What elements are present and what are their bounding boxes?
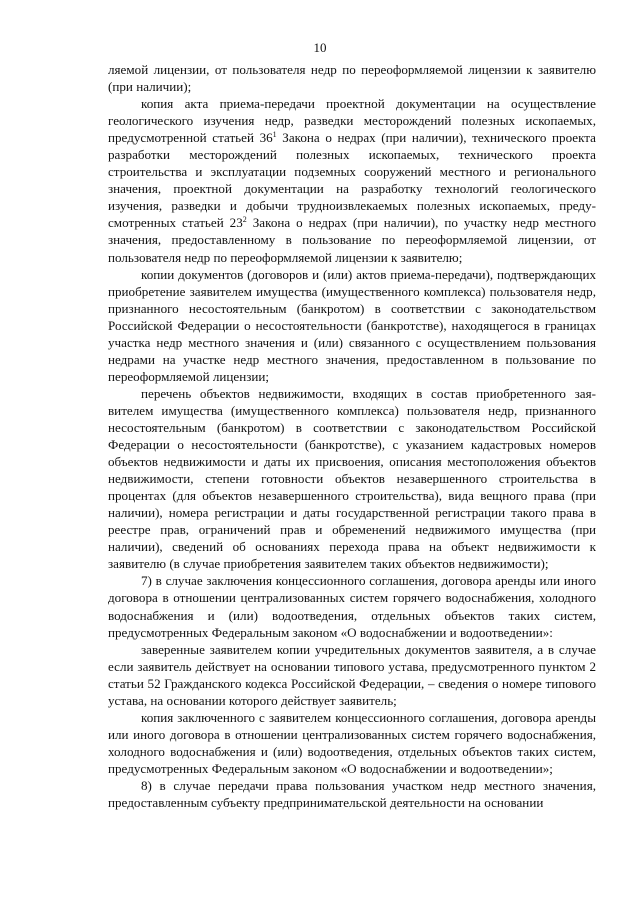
paragraph-text: Закона о недрах (при наличии), по участку недр местного значения, предоставленному в пользование по переоформляемой лицензии, от пользователя недр по переоформляемой лицензии к заявителю; (108, 215, 597, 265)
paragraph-text: 8) в случае передачи права пользования участком недр местного значения, предоставленным субъекту предпринимательской деятельности на основании (108, 777, 596, 811)
superscript: 1 (272, 130, 277, 140)
paragraph-p1 (108, 95, 596, 265)
paragraph-text: 7) в случае заключения концессионного соглашения, договора аренды или иного договора в отношении централизованных систем горячего водоснабжения, холодного водоснабжения и (или) водоотведения, отдельных объектов таких систем, предусмотренных Федеральным законом «О водоснабжении и водоотведении»: (108, 573, 596, 640)
document-body (108, 61, 596, 811)
paragraph-text: копия заключенного с заявителем концессионного соглашения, договора аренды или иного договора в отношении централизованных систем горячего водоснабжения, холодного водоснабжения и (или) водоотведения, отдельных объектов таких систем, предусмотренных Федеральным законом «О водоснабжении и водоотведении»; (108, 709, 596, 776)
paragraph-p7 (108, 777, 596, 811)
page-number: 10 (313, 40, 327, 55)
paragraph-text: перечень объектов недвижимости, входящих в состав приобретенного заявителем имущества (имущественного комплекса) пользователя недр, признанного несостоятельным (банкротом) в соответствии с законодательством Российской Федерации о несостоятельности (банкротстве), с указанием кадастровых номеров объектов недвижимости и даты их присвоения, описания местоположения объектов недвижимости, степени готовности объектов незавершенного строительства в процентах (для объектов незавершенного строительства), вида вещного права (при наличии), номера регистрации и даты государственной регистрации такого права в реестре прав, ограничений прав и обременений недвижимого имущества (при наличии), сведений об основаниях перехода права на объект недвижимости к заявителю (в случае приобретения заявителем таких объектов недвижимости); (108, 385, 596, 572)
paragraph-text: заверенные заявителем копии учредительных документов заявителя, а в случае если заявитель действует на основании типового устава, предусмотренного пунктом 2 статьи 52 Гражданского кодекса Российской Федерации, – сведения о номере типового устава, на основании которого действует заявитель; (108, 641, 596, 708)
paragraph-text: ляемой лицензии, от пользователя недр по переоформляемой лицензии к заявителю (при наличии); (108, 62, 596, 95)
paragraph-p4 (108, 572, 596, 640)
paragraph-p0 (108, 61, 596, 95)
superscript: 2 (242, 215, 247, 225)
paragraph-p5 (108, 641, 596, 709)
paragraph-text: Закона о недрах (при наличии), технического проекта разработки месторождений полезных ископаемых, технического проекта строительства и эксплуатации подземных сооружений местного и регионального значения, проектной документации на разработку технологий геологического изучения, разведки и добычи трудноизвлекаемых полезных ископаемых, предусмотренных статьей 23 (108, 130, 596, 231)
paragraph-text: копии документов (договоров и (или) актов приема-передачи), подтверждающих приобретение заявителем имущества (имущественного комплекса) пользователя недр, признанного несостоятельным (банкротом) в соответствии с законодательством Российской Федерации о несостоятельности (банкротстве), находящегося в границах участка недр местного значения и (или) связанного с осуществлением пользования недрами на участке недр местного значения, предоставленном в пользование по переоформляемой лицензии; (108, 266, 596, 384)
paragraph-p2 (108, 266, 596, 385)
paragraph-p3 (108, 385, 596, 573)
paragraph-text: копия акта приема-передачи проектной документации на осуществление геологического изучения недр, разведки месторождений полезных ископаемых, предусмотренной статьей 36 (108, 96, 596, 146)
paragraph-p6 (108, 709, 596, 777)
